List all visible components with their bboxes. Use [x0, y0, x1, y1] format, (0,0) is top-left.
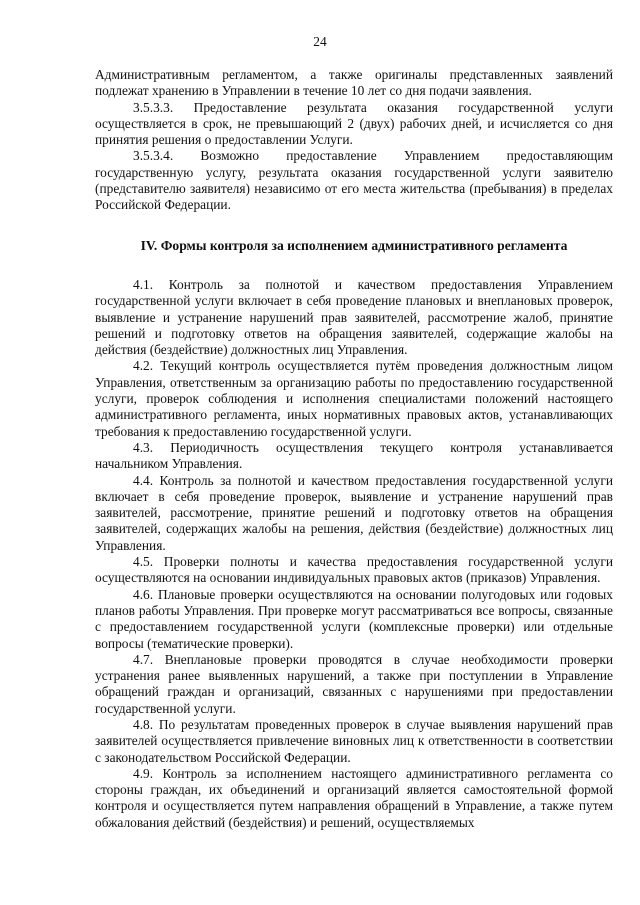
paragraph-4-4: 4.4. Контроль за полнотой и качеством предоставления государственной услуги включает в себя проведение проверок, выявление и устранение нарушений прав заявителей, рассмотрение, принятие решений и подготовку ответов на обращения заявителей, содержащих жалобы на решения, действия (бездействие) должностных лиц Управления.: [95, 472, 613, 553]
paragraph-4-8: 4.8. По результатам проведенных проверок в случае выявления нарушений прав заявителей осуществляется привлечение виновных лиц к ответственности в соответствии с законодательством Российской Федерации.: [95, 716, 613, 765]
paragraph-4-5: 4.5. Проверки полноты и качества предоставления государственной услуги осуществляются на основании индивидуальных правовых актов (приказов) Управления.: [95, 554, 613, 586]
paragraph-4-1: 4.1. Контроль за полнотой и качеством предоставления Управлением государственной услуги включает в себя проведение плановых и внеплановых проверок, выявление и устранение нарушений прав заявителей, рассмотрение жалоб, принятие решений и подготовку ответов на обращения заявителей, содержащие жалобы на действия (бездействие) должностных лиц Управления.: [95, 276, 613, 358]
section-heading: IV. Формы контроля за исполнением административного регламента: [140, 237, 568, 253]
paragraph-4-2: 4.2. Текущий контроль осуществляется путём проведения должностным лицом Управления, ответственным за организацию работы по предоставлению государственной услуги, проверок соблюдения и исполнения специалистами положений настоящего административного регламента, иных нормативных правовых актов, устанавливающих требования к предоставлению государственной услуги.: [95, 358, 613, 439]
continuation-paragraph: Административным регламентом, а также оригиналы представленных заявлений подлежат хранению в Управлении в течение 10 лет со дня подачи заявления.: [95, 67, 613, 99]
paragraph-3-5-3-4: 3.5.3.4. Возможно предоставление Управлением предоставляющим государственную услугу, результата оказания государственной услуги заявителю (представителю заявителя) независимо от его места жительства (пребывания) в пределах Российской Федерации.: [95, 148, 613, 213]
paragraph-4-6: 4.6. Плановые проверки осуществляются на основании полугодовых или годовых планов работы Управления. При проверке могут рассматриваться все вопросы, связанные с предоставлением государственной услуги (комплексные проверки) или отдельные вопросы (тематические проверки).: [95, 586, 613, 651]
paragraph-4-3: 4.3. Периодичность осуществления текущего контроля устанавливается начальником Управления.: [95, 439, 613, 472]
paragraph-4-9: 4.9. Контроль за исполнением настоящего административного регламента со стороны граждан, их объединений и организаций является самостоятельной формой контроля и осуществляется путем направления обращений в Управление, а также путем обжалования действий (бездействия) и решений, осуществляемых: [95, 765, 613, 830]
document-body: [95, 67, 613, 831]
paragraph-4-7: 4.7. Внеплановые проверки проводятся в случае необходимости проверки устранения ранее выявленных нарушений, а также при поступлении в Управление обращений граждан и организаций, связанных с нарушениями при предоставлении государственной услуги.: [95, 651, 613, 716]
page-number: 24: [313, 34, 327, 49]
paragraph-3-5-3-3: 3.5.3.3. Предоставление результата оказания государственной услуги осуществляется в срок, не превышающий 2 (двух) рабочих дней, и исчисляется со дня принятия решения о предоставлении Услуги.: [95, 99, 613, 148]
